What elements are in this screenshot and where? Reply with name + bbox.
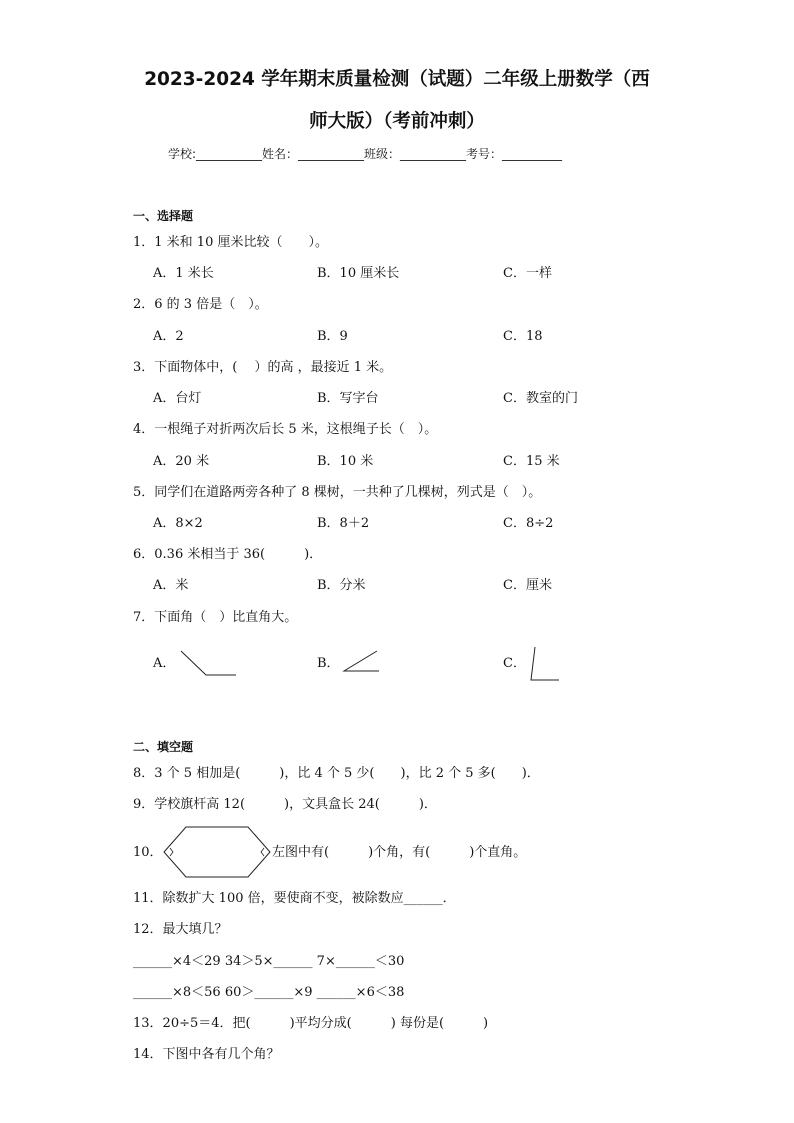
question-2-option-a: A．2 [153,329,184,344]
question-4-option-a: A．20 米 [153,454,210,469]
question-3-option-c: C．教室的门 [503,391,578,406]
question-2-option-c: C．18 [503,329,543,344]
question-14: 14．下图中各有几个角？ [133,1047,280,1062]
question-3-stem: 3．下面物体中，( ）的高 ，最接近 1 米。 [133,360,393,375]
question-3-option-a: A．台灯 [153,391,202,406]
section-title-fill: 二、填空题 [133,740,194,754]
question-6-option-b: B．分米 [317,578,366,593]
question-1-stem: 1．1 米和 10 厘米比较（ ）。 [133,235,328,250]
student-info-line: 学校:___________姓名：___________班级：___________考号：__________ [168,147,563,161]
question-4-stem: 4．一根绳子对折两次后长 5 米，这根绳子长（ ）。 [133,422,438,437]
question-1-option-c: C．一样 [503,266,552,281]
question-2-stem: 2．6 的 3 倍是（ ）。 [133,297,268,312]
question-5-stem: 5．同学们在道路两旁各种了 8 棵树，一共种了几棵树，列式是（ ）。 [133,485,542,500]
question-13: 13．20÷5＝4．把( )平均分成( ) 每份是( ) [133,1016,489,1031]
question-10-number: 10． [133,845,163,860]
question-10-text: 左图中有( )个角，有( )个直角。 [272,845,527,860]
hexagon-figure [160,824,274,880]
question-12-line-1: ______×4＜29 34＞5×______ 7×______＜30 [133,954,405,969]
question-1-option-a: A．1 米长 [153,266,214,281]
question-12: 12．最大填几？ [133,922,228,937]
question-6-option-c: C．厘米 [503,578,552,593]
question-3-option-b: B．写字台 [317,391,379,406]
question-11: 11．除数扩大 100 倍，要使商不变，被除数应______． [133,891,456,906]
question-4-option-b: B．10 米 [317,454,374,469]
acute-angle-figure [340,648,382,674]
question-2-option-b: B．9 [317,329,348,344]
question-6-stem: 6．0.36 米相当于 36( )． [133,547,323,562]
title-line-1: 2023-2024 学年期末质量检测（试题）二年级上册数学（西 [144,69,650,90]
title-line-2: 师大版）（考前冲刺） [309,111,485,132]
section-title-choice: 一、选择题 [133,209,194,223]
question-7-option-c: C． [503,656,526,671]
question-6-option-a: A．米 [153,578,189,593]
question-7-option-a: A． [153,656,176,671]
question-1-option-b: B．10 厘米长 [317,266,400,281]
question-7-stem: 7．下面角（ ）比直角大。 [133,610,298,625]
question-12-line-2: ______×8＜56 60＞______×9 ______×6＜38 [133,985,405,1000]
question-5-option-b: B．8＋2 [317,516,370,531]
question-8: 8．3 个 5 相加是( )，比 4 个 5 少( )，比 2 个 5 多( )． [133,766,540,781]
obtuse-angle-figure [178,648,238,678]
question-7-option-b: B． [317,656,340,671]
question-5-option-c: C．8÷2 [503,516,554,531]
question-9: 9．学校旗杆高 12( )，文具盒长 24( )． [133,797,437,812]
question-5-option-a: A．8×2 [153,516,203,531]
near-right-angle-figure [526,644,564,684]
question-4-option-c: C．15 米 [503,454,560,469]
